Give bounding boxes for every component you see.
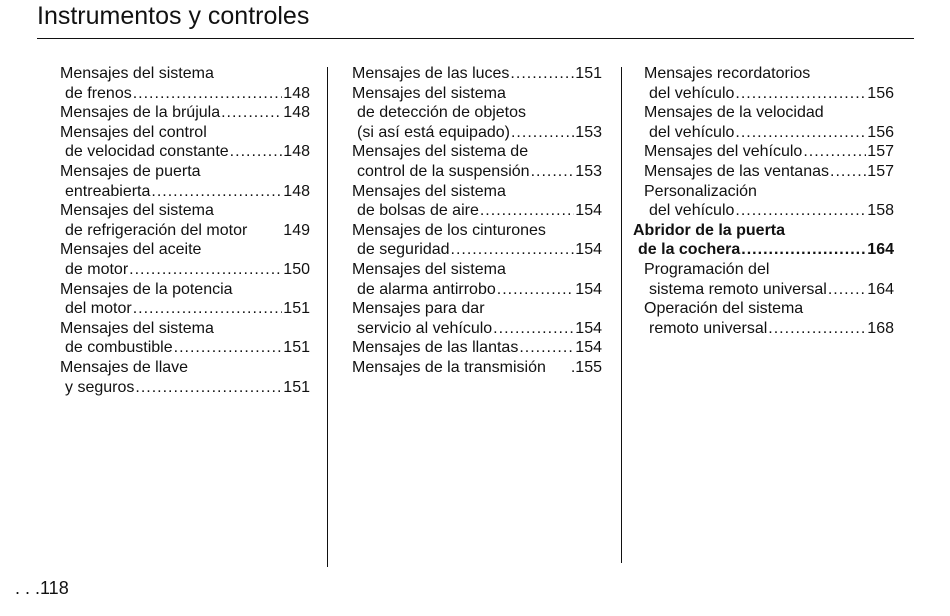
- index-entry: [60, 84, 310, 104]
- index-entry-text: Mensajes de la transmisión: [352, 358, 546, 376]
- index-entry-text: sistema remoto universal: [649, 280, 827, 298]
- index-entry-text: Mensajes del sistema de: [352, 143, 529, 161]
- index-entry-text: del vehículo: [649, 84, 735, 102]
- index-entry-page: 151: [575, 65, 602, 82]
- index-entry-page: 168: [867, 319, 894, 337]
- index-entry: [352, 260, 602, 280]
- index-entry-text: Personalización: [644, 182, 757, 200]
- index-entry: [633, 123, 894, 143]
- index-entry-page: 151: [283, 339, 310, 357]
- index-entry-text: y seguros: [65, 378, 135, 396]
- index-entry-text: (si así está equipado): [357, 123, 510, 141]
- index-entry: [352, 123, 602, 143]
- index-entry: [352, 319, 602, 339]
- index-entry-text: Programación del: [644, 260, 770, 278]
- index-column-3: [633, 64, 894, 338]
- index-entry: [60, 103, 310, 123]
- page-number: . . .118: [15, 578, 69, 598]
- index-entry: [60, 280, 310, 300]
- index-entry: [60, 319, 310, 339]
- index-entry-text: Mensajes de llave: [60, 358, 189, 376]
- index-entry-text: entreabierta: [65, 182, 151, 200]
- index-column-1: [60, 64, 310, 397]
- index-entry: [633, 280, 894, 300]
- index-entry-page: 154: [575, 202, 602, 220]
- index-entry-text: Mensajes del sistema: [352, 84, 506, 102]
- index-entry-text: Mensajes de las ventanas: [644, 162, 829, 180]
- index-entry: [60, 378, 310, 398]
- index-entry: [352, 299, 602, 319]
- index-entry-text: del vehículo: [649, 202, 735, 220]
- index-entry-text: de bolsas de aire: [357, 202, 479, 220]
- index-entry-text: Mensajes del sistema: [60, 319, 214, 337]
- index-entry-text: Mensajes del vehículo: [644, 143, 803, 161]
- index-entry: [633, 142, 894, 162]
- dot-leader: [174, 338, 283, 358]
- column-divider: [327, 67, 328, 567]
- dot-leader: [519, 338, 574, 358]
- index-entry-text: de velocidad constante: [65, 143, 229, 161]
- dot-leader: [451, 240, 575, 260]
- index-entry-page: 154: [575, 319, 602, 337]
- index-entry: [60, 142, 310, 162]
- index-entry-text: Mensajes de puerta: [60, 162, 201, 180]
- index-entry-text: de alarma antirrobo: [357, 280, 496, 298]
- index-entry-page: 151: [283, 300, 310, 318]
- header-rule: [37, 38, 914, 39]
- dot-leader: [133, 84, 283, 104]
- dot-leader: [531, 162, 575, 182]
- index-entry-text: del vehículo: [649, 123, 735, 141]
- index-entry: [60, 64, 310, 84]
- index-entry: [352, 64, 602, 84]
- index-entry: [60, 201, 310, 221]
- index-entry-page: 153: [575, 123, 602, 141]
- index-entry: [633, 64, 894, 84]
- dot-leader: [129, 260, 282, 280]
- index-entry: [352, 280, 602, 300]
- index-entry-page: 154: [575, 280, 602, 298]
- index-entry-text: de combustible: [65, 339, 173, 357]
- index-entry: [352, 240, 602, 260]
- index-entry-page: .155: [570, 358, 602, 376]
- index-entry-text: de la cochera: [638, 241, 741, 259]
- dot-leader: [151, 182, 282, 202]
- index-entry: [60, 338, 310, 358]
- index-entry: [633, 182, 894, 202]
- index-entry-text: de seguridad: [357, 241, 450, 259]
- index-entry: [352, 142, 602, 162]
- index-entry-page: 158: [867, 202, 894, 220]
- index-entry: [633, 103, 894, 123]
- index-entry: [633, 299, 894, 319]
- index-entry-text: Mensajes para dar: [352, 300, 485, 318]
- index-entry: [633, 221, 894, 241]
- index-entry-text: remoto universal: [649, 319, 768, 337]
- index-entry-text: Mensajes del aceite: [60, 241, 202, 259]
- index-entry: [60, 358, 310, 378]
- dot-leader: [497, 280, 575, 300]
- index-entry: [60, 182, 310, 202]
- dot-leader: [735, 201, 866, 221]
- index-entry-text: de frenos: [65, 84, 132, 102]
- dot-leader: [803, 142, 866, 162]
- index-entry-text: Mensajes del sistema: [60, 202, 214, 220]
- index-entry-page: 153: [575, 162, 602, 180]
- index-entry-text: Mensajes de las llantas: [352, 339, 519, 357]
- index-entry-text: de refrigeración del motor: [65, 221, 248, 239]
- index-entry-text: Mensajes recordatorios: [644, 65, 811, 82]
- index-entry-page: 148: [283, 182, 310, 200]
- index-entry: [352, 162, 602, 182]
- dot-leader: [221, 103, 282, 123]
- index-column-2: [352, 64, 602, 378]
- index-entry-text: Operación del sistema: [644, 300, 804, 318]
- index-entry-text: Mensajes de la velocidad: [644, 104, 824, 122]
- index-entry-text: Mensajes del control: [60, 123, 207, 141]
- index-entry: [60, 221, 310, 241]
- page-title: Instrumentos y controles: [37, 2, 310, 30]
- dot-leader: [830, 162, 866, 182]
- index-entry-page: 157: [867, 162, 894, 180]
- index-entry-text: Mensajes del sistema: [60, 65, 214, 82]
- dot-leader: [735, 84, 866, 104]
- index-entry-text: Mensajes del sistema: [352, 182, 506, 200]
- index-entry-page: 154: [575, 339, 602, 357]
- dot-leader: [135, 378, 282, 398]
- index-entry: [633, 319, 894, 339]
- dot-leader: [768, 319, 866, 339]
- dot-leader: [511, 123, 574, 143]
- index-entry-text: control de la suspensión: [357, 162, 530, 180]
- index-entry: [633, 201, 894, 221]
- index-entry-text: Mensajes del sistema: [352, 260, 506, 278]
- dot-leader: [493, 319, 574, 339]
- dot-leader: [735, 123, 866, 143]
- index-entry-page: 156: [867, 84, 894, 102]
- index-entry: [352, 84, 602, 104]
- index-entry-text: Abridor de la puerta: [633, 221, 786, 239]
- index-entry-text: del motor: [65, 300, 132, 318]
- index-entry: [60, 162, 310, 182]
- index-entry: [352, 358, 602, 378]
- index-entry-text: Mensajes de las luces: [352, 65, 510, 82]
- index-entry: [633, 240, 894, 260]
- dot-leader: [510, 64, 574, 84]
- column-divider: [621, 67, 622, 563]
- dot-leader: [741, 240, 866, 260]
- index-entry-page: 148: [283, 104, 310, 122]
- index-entry: [352, 221, 602, 241]
- index-entry-page: 157: [867, 143, 894, 161]
- index-entry-page: 154: [575, 241, 602, 259]
- index-entry-text: de detección de objetos: [357, 104, 527, 122]
- index-entry: [60, 240, 310, 260]
- index-entry: [352, 338, 602, 358]
- index-entry: [60, 299, 310, 319]
- index-entry-page: 150: [283, 260, 310, 278]
- dot-leader: [480, 201, 574, 221]
- index-entry-page: 164: [867, 280, 894, 298]
- index-entry: [633, 84, 894, 104]
- index-entry-page: 164: [867, 241, 894, 259]
- index-entry-page: 156: [867, 123, 894, 141]
- index-entry-page: 149: [283, 221, 310, 239]
- index-entry-text: Mensajes de la potencia: [60, 280, 233, 298]
- dot-leader: [828, 280, 866, 300]
- index-entry: [352, 182, 602, 202]
- index-entry: [352, 201, 602, 221]
- dot-leader: [230, 142, 283, 162]
- index-entry: [633, 260, 894, 280]
- index-entry-page: 148: [283, 143, 310, 161]
- index-entry-text: servicio al vehículo: [357, 319, 493, 337]
- index-entry-page: 148: [283, 84, 310, 102]
- index-entry-text: de motor: [65, 260, 129, 278]
- index-entry-text: Mensajes de la brújula: [60, 104, 221, 122]
- index-entry: [633, 162, 894, 182]
- dot-leader: [133, 299, 283, 319]
- index-entry: [60, 123, 310, 143]
- index-entry-text: Mensajes de los cinturones: [352, 221, 546, 239]
- index-entry-page: 151: [283, 378, 310, 396]
- index-entry: [60, 260, 310, 280]
- index-entry: [352, 103, 602, 123]
